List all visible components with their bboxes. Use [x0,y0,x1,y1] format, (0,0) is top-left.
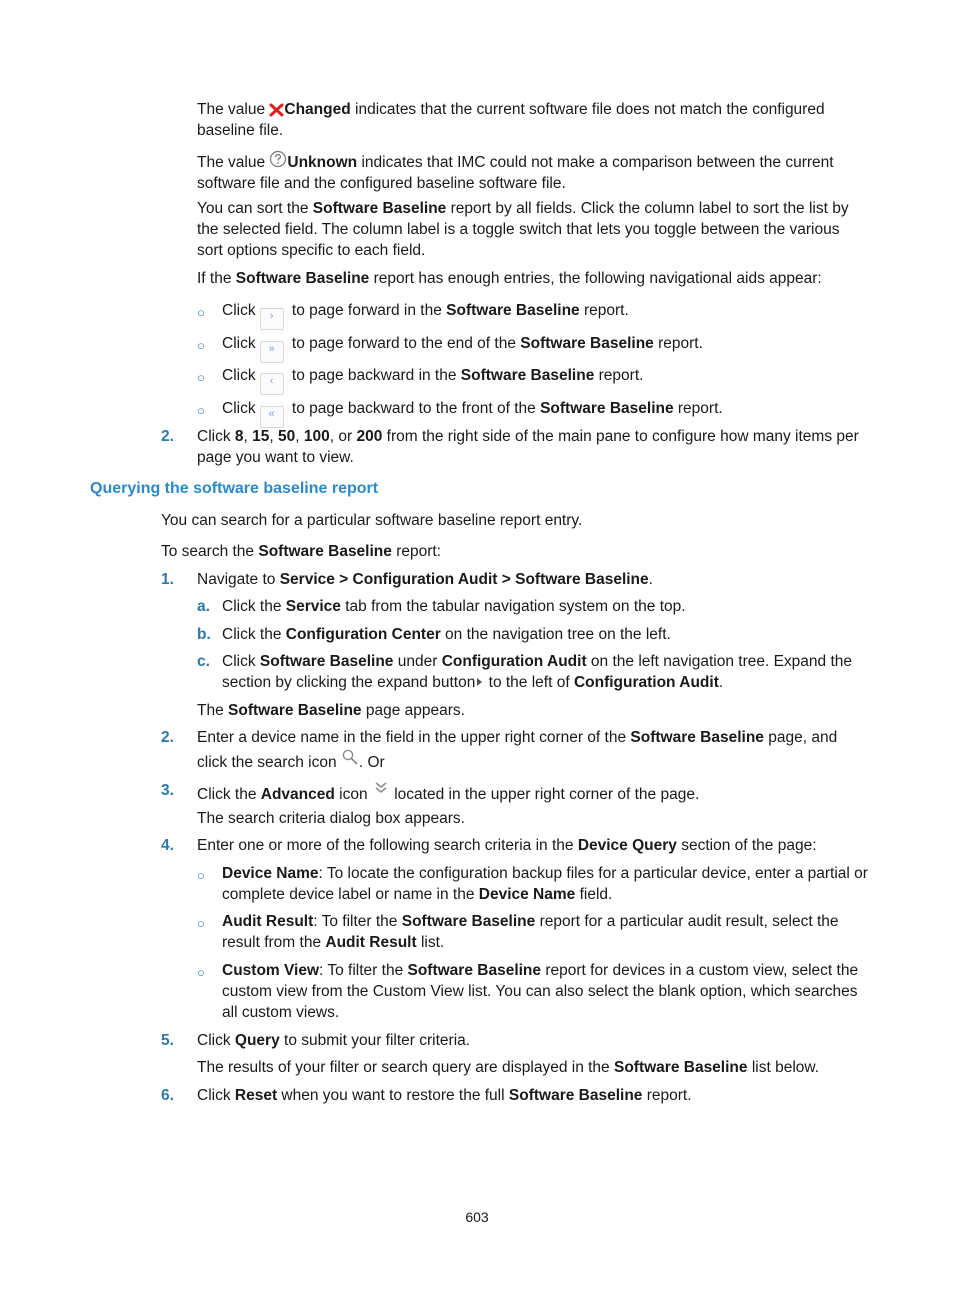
nav-item-last: Click » to page forward to the end of the Software Baseline report. [222,333,869,363]
paragraph-changed: The value Changed indicates that the current software file does not match the configured baseline file. [197,101,825,139]
step-advanced: Click the Advanced icon located in the upper right corner of the page. [197,780,869,805]
nav-item-first: Click « to page backward to the front of the Software Baseline report. [222,398,869,428]
bullet: ○ [197,338,205,353]
step-number: 1. [161,571,174,588]
paragraph-results: The results of your filter or search query are displayed in the Software Baseline list below. [197,1059,820,1076]
paragraph-unknown: The value Unknown indicates that IMC could not make a comparison between the current software file and the configured baseline software file. [197,150,869,194]
bullet: ○ [197,370,205,385]
double-chevron-down-icon[interactable] [372,780,390,796]
paragraph-search-intro: You can search for a particular software baseline report entry. [161,512,583,529]
paragraph-navigational-aids: If the Software Baseline report has enough entries, the following navigational aids appear: [197,270,822,287]
page-first-icon[interactable]: « [260,406,284,428]
bullet: ○ [197,868,205,883]
expand-triangle-icon[interactable] [475,676,484,688]
question-circle-icon [269,150,287,168]
step-number: 3. [161,782,174,799]
paragraph-dialog-appears: The search criteria dialog box appears. [197,810,465,827]
step-reset: Click Reset when you want to restore the full Software Baseline report. [197,1087,692,1104]
paragraph-to-search: To search the Software Baseline report: [161,543,441,560]
nav-item-next: Click › to page forward in the Software Baseline report. [222,300,869,330]
step-number: 4. [161,837,174,854]
substep-letter: b. [197,626,211,643]
criteria-device-name: Device Name: To locate the configuration backup files for a particular device, enter a partial or complete device label or name in the Device Name field. [222,865,868,903]
step-number: 6. [161,1087,174,1104]
criteria-audit-result: Audit Result: To filter the Software Baseline report for a particular audit result, select the result from the Audit Result list. [222,913,839,951]
step-navigate: Navigate to Service > Configuration Audit > Software Baseline. [197,571,653,588]
step-number: 5. [161,1032,174,1049]
step-enter-device-name: Enter a device name in the field in the upper right corner of the Software Baseline page, and click the search icon . Or [197,729,838,771]
paragraph-page-appears: The Software Baseline page appears. [197,702,465,719]
section-heading: Querying the software baseline report [90,480,379,497]
bullet: ○ [197,305,205,320]
substep-software-baseline: Click Software Baseline under Configuration Audit on the left navigation tree. Expand the section by clicking the expand button to the left of Configuration Audit. [222,653,853,691]
page-next-icon[interactable]: › [260,308,284,330]
bullet: ○ [197,965,205,980]
step-query: Click Query to submit your filter criteria. [197,1032,471,1049]
page-last-icon[interactable]: » [260,341,284,363]
bullet: ○ [197,403,205,418]
red-x-icon [269,102,284,117]
substep-service-tab: Click the Service tab from the tabular navigation system on the top. [222,598,686,615]
bullet: ○ [197,916,205,931]
paragraph-sort: You can sort the Software Baseline report by all fields. Click the column label to sort the list by the selected field. The column label is a toggle switch that lets you toggle between the various sort options specific to each field. [197,200,849,259]
step-number: 2. [161,729,174,746]
step-search-criteria: Enter one or more of the following search criteria in the Device Query section of the page: [197,837,817,854]
page-prev-icon[interactable]: ‹ [260,373,284,395]
criteria-custom-view: Custom View: To filter the Software Baseline report for devices in a custom view, select the custom view from the Custom View list. You can also select the blank option, which searches all custom views. [222,962,859,1021]
search-icon[interactable] [341,748,359,766]
step-page-size: Click 8, 15, 50, 100, or 200 from the right side of the main pane to configure how many items per page you want to view. [197,428,859,466]
nav-item-prev: Click ‹ to page backward in the Software Baseline report. [222,365,869,395]
page-number: 603 [465,1209,489,1225]
substep-configuration-center: Click the Configuration Center on the navigation tree on the left. [222,626,671,643]
substep-letter: a. [197,598,210,615]
step-number: 2. [161,428,174,445]
substep-letter: c. [197,653,210,670]
